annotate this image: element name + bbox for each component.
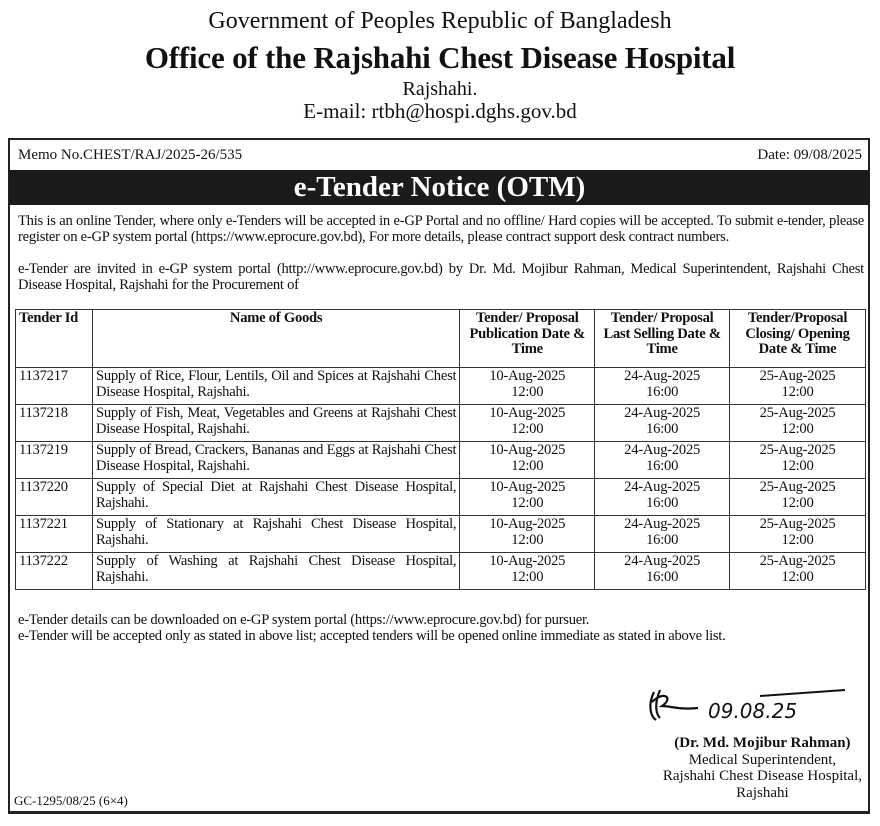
date: 10-Aug-2025 bbox=[489, 553, 566, 569]
date: 24-Aug-2025 bbox=[624, 368, 701, 384]
memo-number: Memo No.CHEST/RAJ/2025-26/535 bbox=[18, 147, 243, 163]
date: 25-Aug-2025 bbox=[759, 516, 836, 532]
gc-number: GC-1295/08/25 (6×4) bbox=[14, 793, 128, 808]
date: 25-Aug-2025 bbox=[759, 368, 836, 384]
notice-title: e-Tender Notice (OTM) bbox=[9, 170, 870, 205]
intro-text: ) by Dr. Md. Mojibur Rahman, Medical Superintendent, Rajshahi Chest Disease Hospital, Rajshahi for the Procurement of bbox=[18, 261, 864, 293]
closing-datetime bbox=[730, 553, 866, 590]
goods-name: Supply of Bread, Crackers, Bananas and Eggs at Rajshahi Chest Disease Hospital, Rajshahi. bbox=[92, 442, 459, 479]
table-row bbox=[16, 479, 866, 516]
time: 12:00 bbox=[781, 457, 814, 474]
tender-id: 1137219 bbox=[16, 442, 93, 479]
time: 12:00 bbox=[511, 420, 544, 437]
date: 25-Aug-2025 bbox=[759, 479, 836, 495]
intro-text: ), For more details, please contract support desk contract numbers. bbox=[357, 228, 729, 245]
time: 12:00 bbox=[781, 531, 814, 548]
date: 10-Aug-2025 bbox=[489, 442, 566, 458]
selling-datetime bbox=[595, 368, 730, 405]
time: 12:00 bbox=[781, 420, 814, 437]
time: 16:00 bbox=[646, 420, 679, 437]
signatory-title: Medical Superintendent, bbox=[688, 751, 837, 768]
header-publication: Tender/ Proposal Publication Date & Time bbox=[460, 310, 595, 368]
intro-text: This is an online Tender, where only e-Tenders will be accepted in e-GP Portal and no offline/ Hard copies will be accepted. To submit e-tender, please register on e-GP system portal ( bbox=[18, 213, 864, 245]
date: 24-Aug-2025 bbox=[624, 479, 701, 495]
intro-paragraph-1 bbox=[18, 214, 864, 246]
publication-datetime bbox=[460, 368, 595, 405]
goods-name: Supply of Washing at Rajshahi Chest Disease Hospital, Rajshahi. bbox=[92, 553, 459, 590]
time: 16:00 bbox=[646, 383, 679, 400]
tender-id: 1137218 bbox=[16, 405, 93, 442]
tender-table bbox=[15, 309, 866, 590]
signatory-city: Rajshahi bbox=[736, 784, 789, 801]
date: 25-Aug-2025 bbox=[759, 405, 836, 421]
table-row bbox=[16, 516, 866, 553]
closing-datetime bbox=[730, 442, 866, 479]
table-header-row bbox=[16, 310, 866, 368]
signatory-org: Rajshahi Chest Disease Hospital, bbox=[662, 768, 862, 784]
closing-datetime bbox=[730, 479, 866, 516]
footer-text: ) for pursuer. bbox=[516, 612, 590, 628]
tender-id: 1137217 bbox=[16, 368, 93, 405]
selling-datetime bbox=[595, 516, 730, 553]
time: 12:00 bbox=[781, 383, 814, 400]
date: 24-Aug-2025 bbox=[624, 516, 701, 532]
selling-datetime bbox=[595, 405, 730, 442]
date: 24-Aug-2025 bbox=[624, 553, 701, 569]
selling-datetime bbox=[595, 479, 730, 516]
tender-id: 1137220 bbox=[16, 479, 93, 516]
date: 10-Aug-2025 bbox=[489, 516, 566, 532]
time: 16:00 bbox=[646, 457, 679, 474]
closing-datetime bbox=[730, 405, 866, 442]
eprocure-link[interactable]: http://www.eprocure.gov.bd bbox=[281, 261, 439, 277]
publication-datetime bbox=[460, 516, 595, 553]
footer-line-2: e-Tender will be accepted only as stated in above list; accepted tenders will be opened online immediate as stated in above list. bbox=[18, 628, 726, 644]
signature-date: 09.08.25 bbox=[708, 699, 798, 723]
selling-datetime bbox=[595, 553, 730, 590]
tender-id: 1137222 bbox=[16, 553, 93, 590]
date: 25-Aug-2025 bbox=[759, 553, 836, 569]
time: 16:00 bbox=[646, 568, 679, 585]
date: 25-Aug-2025 bbox=[759, 442, 836, 458]
goods-name: Supply of Special Diet at Rajshahi Chest Disease Hospital, Rajshahi. bbox=[92, 479, 459, 516]
goods-name: Supply of Fish, Meat, Vegetables and Greens at Rajshahi Chest Disease Hospital, Rajshahi. bbox=[92, 405, 459, 442]
eprocure-link[interactable]: https://www.eprocure.gov.bd bbox=[195, 228, 358, 245]
time: 16:00 bbox=[646, 531, 679, 548]
table-row bbox=[16, 553, 866, 590]
closing-datetime bbox=[730, 368, 866, 405]
time: 12:00 bbox=[511, 494, 544, 511]
time: 12:00 bbox=[781, 568, 814, 585]
email-line: E-mail: rtbh@hospi.dghs.gov.bd bbox=[303, 99, 577, 123]
header-last-selling: Tender/ Proposal Last Selling Date & Time bbox=[595, 310, 730, 368]
signature-icon bbox=[640, 684, 855, 734]
time: 12:00 bbox=[511, 383, 544, 400]
memo-date: Date: 09/08/2025 bbox=[757, 147, 862, 163]
time: 12:00 bbox=[781, 494, 814, 511]
footer-text: e-Tender details can be downloaded on e-GP system portal ( bbox=[18, 612, 355, 628]
eprocure-link[interactable]: https://www.eprocure.gov.bd bbox=[354, 612, 517, 628]
table-row bbox=[16, 405, 866, 442]
publication-datetime bbox=[460, 442, 595, 479]
publication-datetime bbox=[460, 479, 595, 516]
header-tender-id: Tender Id bbox=[16, 310, 93, 368]
selling-datetime bbox=[595, 442, 730, 479]
intro-text: e-Tender are invited in e-GP system portal ( bbox=[18, 261, 282, 277]
office-heading: Office of the Rajshahi Chest Disease Hospital bbox=[144, 40, 736, 75]
publication-datetime bbox=[460, 405, 595, 442]
footer-line-1 bbox=[18, 613, 864, 629]
goods-name: Supply of Rice, Flour, Lentils, Oil and Spices at Rajshahi Chest Disease Hospital, Rajshahi. bbox=[92, 368, 459, 405]
signatory-name: (Dr. Md. Mojibur Rahman) bbox=[674, 735, 851, 751]
date: 24-Aug-2025 bbox=[624, 405, 701, 421]
closing-datetime bbox=[730, 516, 866, 553]
city-heading: Rajshahi. bbox=[402, 78, 478, 100]
table-row bbox=[16, 442, 866, 479]
date: 10-Aug-2025 bbox=[489, 405, 566, 421]
intro-paragraph-2 bbox=[18, 262, 864, 294]
header-closing-opening: Tender/Proposal Closing/ Opening Date & Time bbox=[730, 310, 866, 368]
date: 24-Aug-2025 bbox=[624, 442, 701, 458]
time: 12:00 bbox=[511, 457, 544, 474]
tender-id: 1137221 bbox=[16, 516, 93, 553]
government-heading: Government of Peoples Republic of Bangladesh bbox=[208, 8, 672, 34]
header-name-of-goods: Name of Goods bbox=[92, 310, 459, 368]
date: 10-Aug-2025 bbox=[489, 368, 566, 384]
time: 16:00 bbox=[646, 494, 679, 511]
goods-name: Supply of Stationary at Rajshahi Chest Disease Hospital, Rajshahi. bbox=[92, 516, 459, 553]
publication-datetime bbox=[460, 553, 595, 590]
time: 12:00 bbox=[511, 568, 544, 585]
date: 10-Aug-2025 bbox=[489, 479, 566, 495]
signatory-block bbox=[663, 735, 862, 801]
table-row bbox=[16, 368, 866, 405]
time: 12:00 bbox=[511, 531, 544, 548]
